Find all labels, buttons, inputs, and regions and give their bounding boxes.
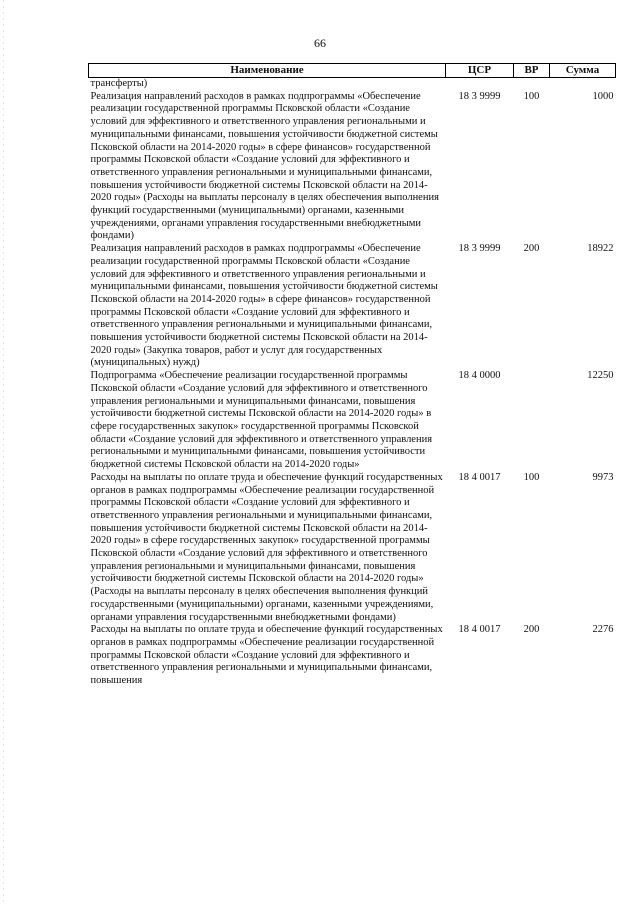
table-row [89, 78, 616, 91]
row-sum: 2276 [592, 624, 614, 636]
row-vr: 200 [523, 243, 540, 255]
table-header [89, 64, 616, 78]
page-number: 66 [314, 36, 326, 50]
row-vr: 200 [523, 624, 540, 636]
row-name: трансферты) [90, 78, 148, 89]
row-csr: 18 3 9999 [458, 243, 501, 255]
row-csr: 18 4 0000 [458, 370, 501, 382]
header-row [89, 64, 616, 78]
row-sum [550, 78, 616, 91]
header-csr: ЦСР [446, 64, 514, 78]
table-row [89, 624, 616, 688]
scan-edge-noise [3, 0, 4, 905]
header-vr: ВР [514, 64, 550, 78]
header-name: Наименование [89, 64, 446, 78]
row-csr: 18 4 0017 [458, 624, 501, 636]
row-csr: 18 4 0017 [458, 471, 501, 483]
row-sum: 12250 [587, 370, 614, 382]
budget-table [88, 63, 616, 688]
row-vr: 100 [523, 90, 540, 102]
row-name: Реализация направлений расходов в рамках подпрограммы «Обеспечение реализации государственной программы Псковской области «Создание условий для эффективного и ответственного управления региональными и муниципальными финансами, повышения устойчивости бюджетной системы Псковской области на 2014-2020 годы» в сфере финансов» государственной программы Псковской области «Создание условий для эффективного и ответственного управления региональными и муниципальными финансами, повышения устойчивости бюджетной системы Псковской области на 2014-2020 годы» (Закупка товаров, работ и услуг для государственных (муниципальных) нужд) [90, 243, 438, 369]
row-name: Расходы на выплаты по оплате труда и обеспечение функций государственных органов в рамках подпрограммы «Обеспечение реализации государственной программы Псковской области «Создание условий для эффективного и ответственного управления региональными и муниципальными финансами, повышения устойчивости бюджетной системы Псковской области на 2014-2020 годы» в сфере государственных закупок» государственной программы Псковской области «Создание условий для эффективного и ответственного управления региональными и муниципальными финансами, повышения устойчивости бюджетной системы Псковской области на 2014-2020 годы» (Расходы на выплаты персоналу в целях обеспечения выполнения функций государственными (муниципальными) органами, казенными учреждениями, органами управления государственными внебюджетными фондами) [90, 471, 443, 623]
header-sum: Сумма [550, 64, 616, 78]
row-vr [514, 370, 550, 472]
row-vr: 100 [523, 471, 540, 483]
row-name: Расходы на выплаты по оплате труда и обеспечение функций государственных органов в рамках подпрограммы «Обеспечение реализации государственной программы Псковской области «Создание условий для эффективного и ответственного управления региональными и муниципальными финансами, повышения [90, 624, 443, 687]
row-sum: 1000 [592, 90, 614, 102]
row-sum: 9973 [592, 471, 614, 483]
row-csr: 18 3 9999 [458, 90, 501, 102]
table-row [89, 472, 616, 624]
table-row [89, 370, 616, 472]
row-name: Подпрограмма «Обеспечение реализации государственной программы Псковской области «Создание условий для эффективного и ответственного управления региональными и муниципальными финансами, повышения устойчивости бюджетной системы Псковской области на 2014-2020 годы» в сфере государственных закупок» государственной программы Псковской области «Создание условий для эффективного и ответственного управления региональными и муниципальными финансами, повышения устойчивости бюджетной системы Псковской области на 2014-2020 годы» [90, 370, 433, 471]
table-row [89, 91, 616, 243]
table-row [89, 243, 616, 370]
row-name: Реализация направлений расходов в рамках подпрограммы «Обеспечение реализации государственной программы Псковской области «Создание условий для эффективного и ответственного управления региональными и муниципальными финансами, повышения устойчивости бюджетной системы Псковской области на 2014-2020 годы» в сфере финансов» государственной программы Псковской области «Создание условий для эффективного и ответственного управления региональными и муниципальными финансами, повышения устойчивости бюджетной системы Псковской области на 2014-2020 годы» (Расходы на выплаты персоналу в целях обеспечения выполнения функций государственными (муниципальными) органами, казенными учреждениями, органами управления государственными внебюджетными фондами) [90, 90, 439, 242]
row-vr [514, 78, 550, 91]
table-body [89, 78, 616, 688]
row-csr [446, 78, 514, 91]
row-sum: 18922 [587, 243, 614, 255]
